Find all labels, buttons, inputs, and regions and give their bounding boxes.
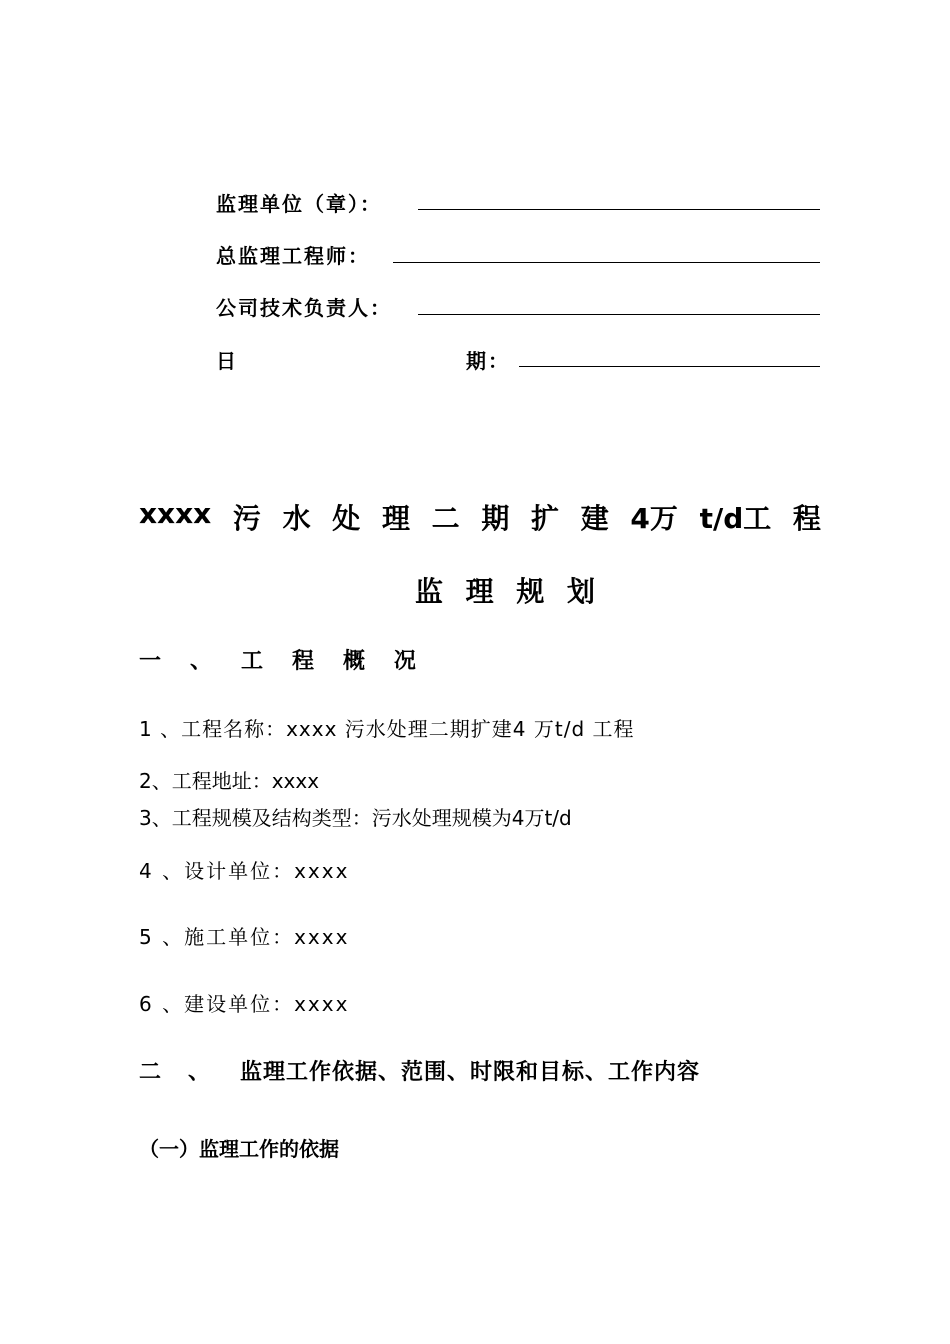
title-char: 监 bbox=[415, 575, 444, 608]
title-char: 理 bbox=[465, 575, 494, 608]
date-signature-line[interactable] bbox=[519, 366, 820, 367]
supervision-unit-signature-line[interactable] bbox=[418, 209, 820, 210]
title-char: 二 bbox=[431, 502, 460, 535]
document-title-line2 bbox=[415, 570, 595, 610]
supervision-unit-label: 监理单位（章）： bbox=[216, 192, 382, 216]
heading-char: 、 bbox=[189, 649, 212, 674]
title-char: 程 bbox=[792, 502, 821, 535]
date-label-left: 日 bbox=[216, 349, 238, 373]
title-char: 污 bbox=[232, 502, 261, 535]
project-address-item: 2、工程地址：xxxx bbox=[139, 769, 320, 793]
heading-char: 况 bbox=[393, 649, 416, 674]
section1-heading bbox=[139, 644, 416, 675]
title-char: 划 bbox=[566, 575, 595, 608]
title-char: 理 bbox=[381, 502, 410, 535]
date-label-right: 期： bbox=[466, 349, 510, 373]
document-title-line1 bbox=[139, 497, 821, 537]
title-char: 扩 bbox=[531, 502, 560, 535]
title-char: t/d工 bbox=[699, 502, 772, 535]
title-char: 期 bbox=[481, 502, 510, 535]
heading-char: 工 bbox=[240, 649, 263, 674]
chief-engineer-signature-line[interactable] bbox=[393, 262, 820, 263]
construction-unit-item: 5 、施工单位：xxxx bbox=[139, 925, 350, 949]
project-scale-item: 3、工程规模及结构类型：污水处理规模为4万t/d bbox=[139, 806, 572, 830]
design-unit-item: 4 、设计单位：xxxx bbox=[139, 859, 350, 883]
section2-subheading: （一）监理工作的依据 bbox=[139, 1137, 339, 1161]
title-char: 处 bbox=[332, 502, 361, 535]
heading-char: 程 bbox=[291, 649, 314, 674]
tech-lead-label: 公司技术负责人： bbox=[216, 296, 392, 320]
project-name-item: 1 、工程名称：xxxx 污水处理二期扩建4 万t/d 工程 bbox=[139, 717, 635, 741]
title-char: 规 bbox=[516, 575, 545, 608]
title-char: 水 bbox=[282, 502, 311, 535]
tech-lead-signature-line[interactable] bbox=[418, 314, 820, 315]
chief-engineer-label: 总监理工程师： bbox=[216, 244, 370, 268]
heading-char: 概 bbox=[342, 649, 365, 674]
owner-unit-item: 6 、建设单位：xxxx bbox=[139, 992, 350, 1016]
heading-char: 一 bbox=[139, 649, 162, 674]
section2-heading-separator: 、 bbox=[188, 1060, 211, 1085]
title-char: xxxx bbox=[139, 497, 212, 530]
title-char: 4万 bbox=[630, 502, 678, 535]
section2-heading-text: 监理工作依据、范围、时限和目标、工作内容 bbox=[240, 1060, 701, 1085]
section2-heading-number: 二 bbox=[139, 1060, 162, 1085]
title-char: 建 bbox=[580, 502, 609, 535]
